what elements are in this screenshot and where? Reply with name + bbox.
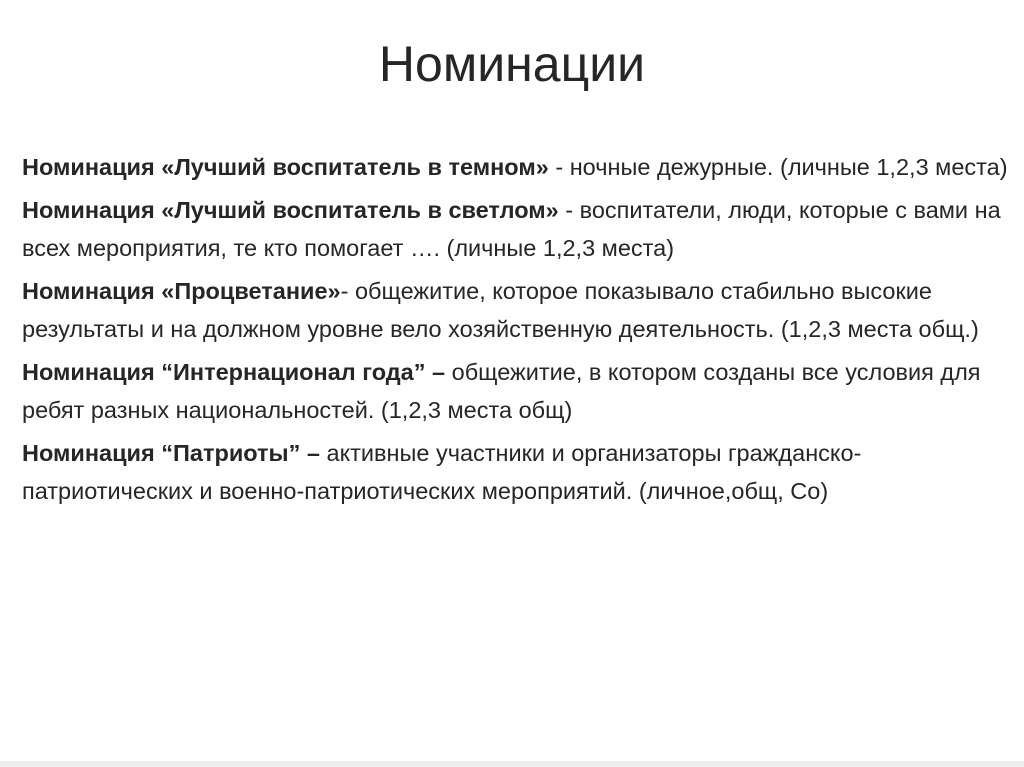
nomination-name: Номинация «Процветание»: [22, 277, 341, 304]
nomination-description: активные участники и организаторы гражданско-патриотических и военно-патриотических мероприятий. (личное,общ, Со): [22, 439, 862, 504]
nomination-item: [22, 191, 1012, 268]
nomination-item: [22, 353, 1012, 430]
nominations-list: [22, 148, 1012, 515]
bottom-divider: [0, 761, 1024, 767]
nomination-description: - общежитие, которое показывало стабильно высокие результаты и на должном уровне вело хозяйственную деятельность. (1,2,3 места общ.): [22, 277, 979, 342]
nomination-item: [22, 434, 1012, 511]
nomination-name: Номинация “Интернационал года” –: [22, 358, 446, 385]
slide-title: Номинации: [378, 36, 646, 92]
nomination-item: [22, 148, 1012, 187]
nomination-description: - ночные дежурные. (личные 1,2,3 места): [548, 154, 1008, 180]
nomination-name: Номинация “Патриоты” –: [22, 439, 320, 466]
nomination-item: [22, 272, 1012, 349]
nomination-description: - воспитатели, люди, которые с вами на всех мероприятия, те кто помогает …. (личные 1,2,3 места): [22, 196, 1001, 261]
nomination-name: Номинация «Лучший воспитатель в светлом»: [22, 196, 559, 223]
nomination-name: Номинация «Лучший воспитатель в темном»: [22, 154, 549, 180]
nomination-description: общежитие, в котором созданы все условия для ребят разных национальностей. (1,2,3 места общ): [22, 358, 981, 423]
